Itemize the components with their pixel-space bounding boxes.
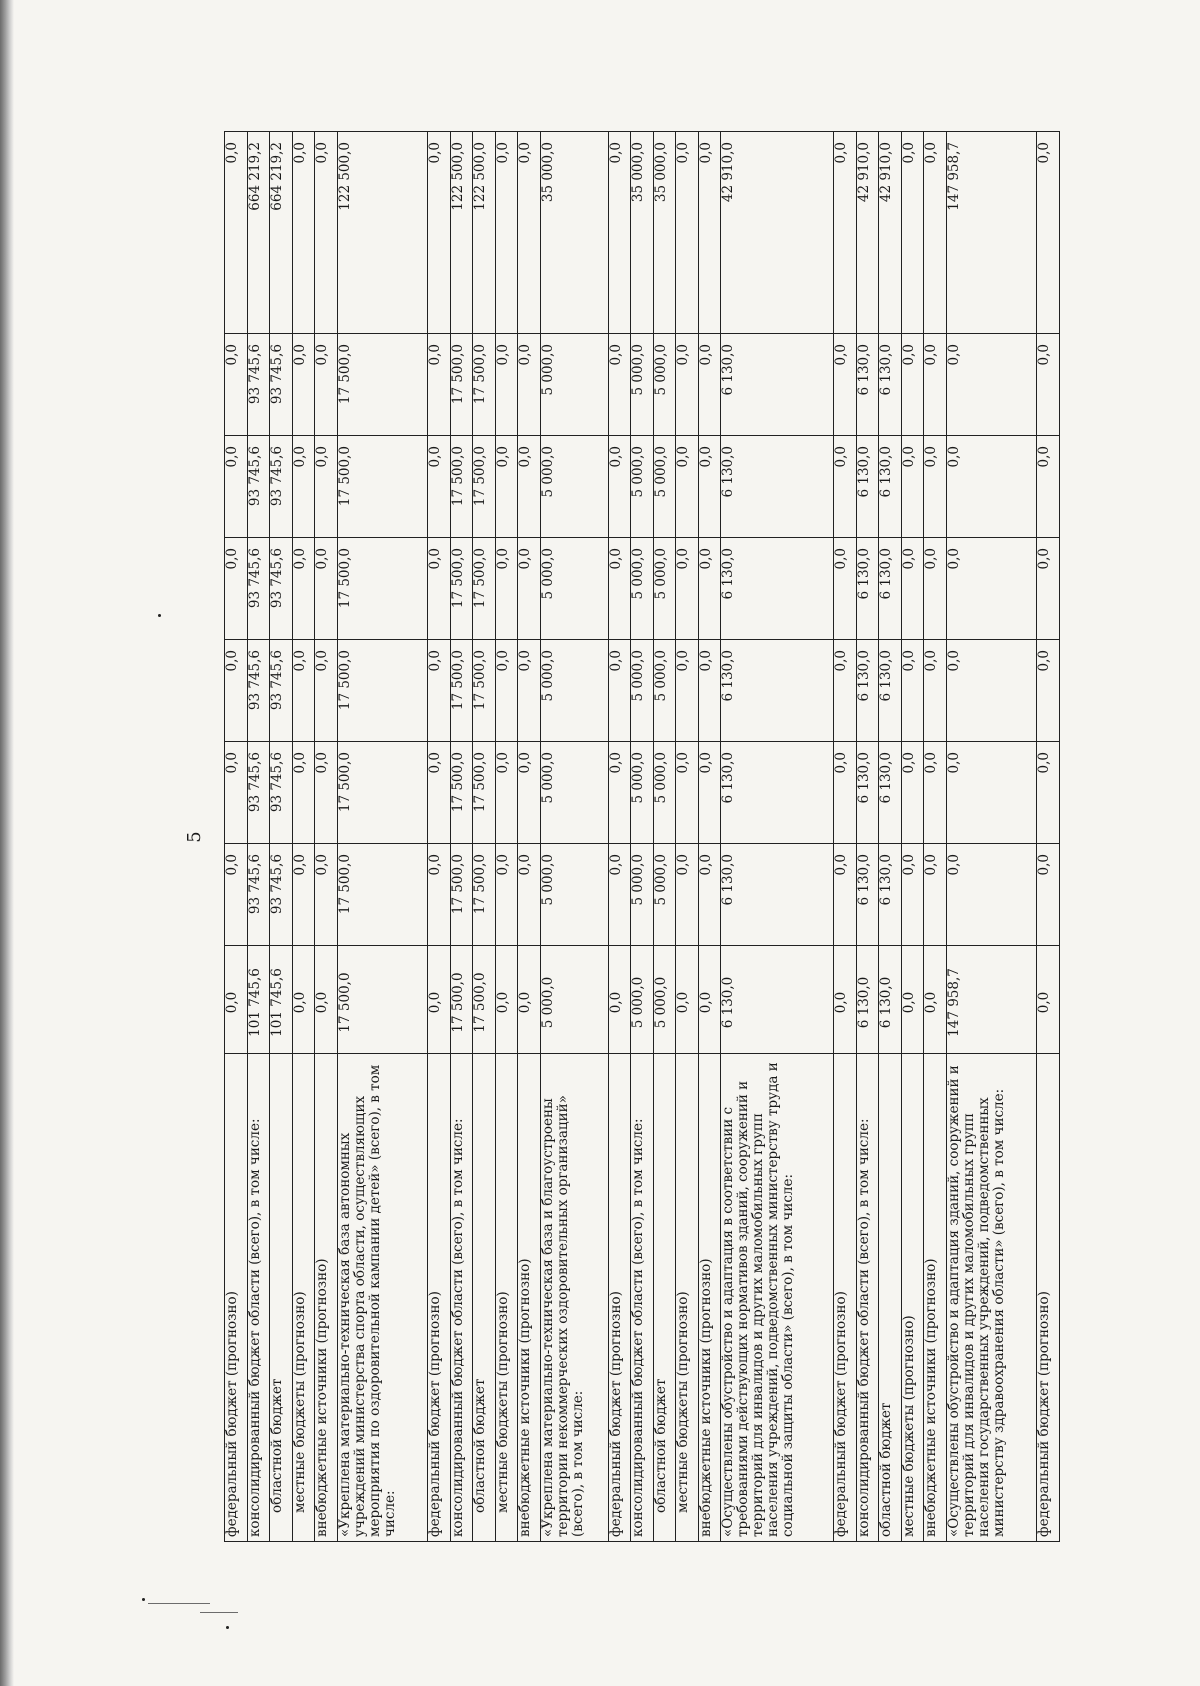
value-cell: 5 000,0 <box>653 946 676 1054</box>
row-label: федеральный бюджет (прогнозно) <box>834 1054 857 1542</box>
value-cell: 0,0 <box>428 742 451 844</box>
value-cell: 101 745,6 <box>270 946 293 1054</box>
value-cell: 5 000,0 <box>631 640 654 742</box>
value-cell: 0,0 <box>428 132 451 334</box>
value-cell: 17 500,0 <box>473 640 496 742</box>
value-cell: 0,0 <box>428 334 451 436</box>
value-cell: 0,0 <box>901 436 924 538</box>
value-cell: 5 000,0 <box>631 742 654 844</box>
value-cell: 0,0 <box>225 538 248 640</box>
value-cell: 0,0 <box>947 640 1037 742</box>
value-cell: 6 130,0 <box>879 334 902 436</box>
value-cell: 6 130,0 <box>721 742 834 844</box>
row-label: местные бюджеты (прогнозно) <box>901 1054 924 1542</box>
value-cell: 0,0 <box>698 844 721 946</box>
value-cell: 0,0 <box>698 538 721 640</box>
value-cell: 0,0 <box>495 946 518 1054</box>
value-cell: 17 500,0 <box>473 538 496 640</box>
value-cell: 0,0 <box>518 334 541 436</box>
value-cell: 664 219,2 <box>247 132 270 334</box>
row-label: «Укреплена материально-техническая база автономных учреждений министерства спорта области, осуществляющих мероприятия по оздоровительной кампании детей» (всего), в том числе: <box>337 1054 427 1542</box>
value-cell: 6 130,0 <box>856 946 879 1054</box>
value-cell: 122 500,0 <box>450 132 473 334</box>
value-cell: 5 000,0 <box>540 538 608 640</box>
table-row <box>676 132 699 1542</box>
value-cell: 6 130,0 <box>856 640 879 742</box>
value-cell: 35 000,0 <box>631 132 654 334</box>
row-label: областной бюджет <box>653 1054 676 1542</box>
value-cell: 0,0 <box>1037 334 1060 436</box>
value-cell: 5 000,0 <box>653 334 676 436</box>
value-cell: 5 000,0 <box>653 742 676 844</box>
value-cell: 0,0 <box>292 538 315 640</box>
value-cell: 0,0 <box>315 844 338 946</box>
value-cell: 93 745,6 <box>247 640 270 742</box>
row-label: федеральный бюджет (прогнозно) <box>1037 1054 1060 1542</box>
value-cell: 6 130,0 <box>721 946 834 1054</box>
value-cell: 0,0 <box>676 742 699 844</box>
value-cell: 0,0 <box>608 742 631 844</box>
value-cell: 17 500,0 <box>473 334 496 436</box>
table-row <box>225 132 248 1542</box>
value-cell: 0,0 <box>225 436 248 538</box>
value-cell: 0,0 <box>924 742 947 844</box>
row-label: местные бюджеты (прогнозно) <box>676 1054 699 1542</box>
value-cell: 17 500,0 <box>337 946 427 1054</box>
value-cell: 0,0 <box>495 640 518 742</box>
value-cell: 6 130,0 <box>879 844 902 946</box>
value-cell: 147 958,7 <box>947 946 1037 1054</box>
table-row <box>428 132 451 1542</box>
value-cell: 0,0 <box>315 742 338 844</box>
row-label: «Осуществлены обустройство и адаптация зданий, сооружений и территорий для инвалидов и других маломобильных групп населения государственных учреждений, подведомственных министерству здравоохранения области» (всего), в том числе: <box>947 1054 1037 1542</box>
value-cell: 17 500,0 <box>337 538 427 640</box>
value-cell: 42 910,0 <box>856 132 879 334</box>
table-row <box>631 132 654 1542</box>
table-row <box>901 132 924 1542</box>
value-cell: 0,0 <box>315 946 338 1054</box>
row-label: федеральный бюджет (прогнозно) <box>428 1054 451 1542</box>
table-row <box>698 132 721 1542</box>
value-cell: 6 130,0 <box>856 436 879 538</box>
value-cell: 0,0 <box>924 844 947 946</box>
value-cell: 0,0 <box>1037 946 1060 1054</box>
value-cell: 6 130,0 <box>879 742 902 844</box>
value-cell: 0,0 <box>1037 538 1060 640</box>
value-cell: 0,0 <box>698 640 721 742</box>
value-cell: 122 500,0 <box>337 132 427 334</box>
value-cell: 101 745,6 <box>247 946 270 1054</box>
value-cell: 0,0 <box>698 334 721 436</box>
value-cell: 0,0 <box>676 640 699 742</box>
value-cell: 0,0 <box>834 946 857 1054</box>
value-cell: 0,0 <box>834 640 857 742</box>
value-cell: 0,0 <box>292 132 315 334</box>
value-cell: 17 500,0 <box>450 334 473 436</box>
value-cell: 93 745,6 <box>270 334 293 436</box>
table-row <box>947 132 1037 1542</box>
value-cell: 0,0 <box>676 946 699 1054</box>
value-cell: 0,0 <box>901 640 924 742</box>
value-cell: 0,0 <box>428 640 451 742</box>
value-cell: 0,0 <box>676 334 699 436</box>
value-cell: 17 500,0 <box>450 742 473 844</box>
value-cell: 0,0 <box>495 844 518 946</box>
value-cell: 35 000,0 <box>540 132 608 334</box>
value-cell: 0,0 <box>834 844 857 946</box>
value-cell: 0,0 <box>1037 640 1060 742</box>
value-cell: 5 000,0 <box>653 844 676 946</box>
value-cell: 93 745,6 <box>247 436 270 538</box>
scan-speck <box>158 614 161 617</box>
value-cell: 0,0 <box>698 946 721 1054</box>
value-cell: 0,0 <box>924 538 947 640</box>
value-cell: 93 745,6 <box>247 538 270 640</box>
table-row <box>879 132 902 1542</box>
value-cell: 0,0 <box>1037 844 1060 946</box>
value-cell: 0,0 <box>901 742 924 844</box>
value-cell: 17 500,0 <box>473 742 496 844</box>
value-cell: 0,0 <box>292 334 315 436</box>
value-cell: 0,0 <box>901 334 924 436</box>
table-row <box>495 132 518 1542</box>
value-cell: 17 500,0 <box>337 844 427 946</box>
value-cell: 5 000,0 <box>540 844 608 946</box>
scan-speck <box>226 1626 229 1629</box>
value-cell: 0,0 <box>225 946 248 1054</box>
value-cell: 6 130,0 <box>721 436 834 538</box>
value-cell: 0,0 <box>225 844 248 946</box>
table-row <box>337 132 427 1542</box>
value-cell: 0,0 <box>292 640 315 742</box>
value-cell: 17 500,0 <box>450 946 473 1054</box>
value-cell: 0,0 <box>834 334 857 436</box>
value-cell: 17 500,0 <box>337 640 427 742</box>
value-cell: 0,0 <box>676 132 699 334</box>
value-cell: 6 130,0 <box>879 538 902 640</box>
value-cell: 0,0 <box>947 742 1037 844</box>
value-cell: 0,0 <box>1037 132 1060 334</box>
value-cell: 0,0 <box>947 538 1037 640</box>
value-cell: 0,0 <box>901 132 924 334</box>
value-cell: 5 000,0 <box>653 538 676 640</box>
scan-edge-shadow <box>0 0 14 1686</box>
value-cell: 93 745,6 <box>247 334 270 436</box>
value-cell: 0,0 <box>834 132 857 334</box>
value-cell: 0,0 <box>495 436 518 538</box>
value-cell: 5 000,0 <box>540 946 608 1054</box>
value-cell: 5 000,0 <box>540 334 608 436</box>
value-cell: 5 000,0 <box>653 640 676 742</box>
budget-table-body <box>225 132 1060 1542</box>
value-cell: 0,0 <box>292 742 315 844</box>
rotated-page <box>184 132 1060 1542</box>
table-row <box>856 132 879 1542</box>
value-cell: 17 500,0 <box>450 538 473 640</box>
value-cell: 0,0 <box>901 538 924 640</box>
value-cell: 6 130,0 <box>879 436 902 538</box>
value-cell: 0,0 <box>518 640 541 742</box>
value-cell: 0,0 <box>315 538 338 640</box>
row-label: областной бюджет <box>879 1054 902 1542</box>
value-cell: 0,0 <box>698 742 721 844</box>
row-label: консолидированный бюджет области (всего), в том числе: <box>856 1054 879 1542</box>
value-cell: 0,0 <box>292 946 315 1054</box>
value-cell: 35 000,0 <box>653 132 676 334</box>
value-cell: 0,0 <box>518 132 541 334</box>
value-cell: 6 130,0 <box>856 742 879 844</box>
table-row <box>924 132 947 1542</box>
value-cell: 0,0 <box>698 132 721 334</box>
table-row <box>518 132 541 1542</box>
value-cell: 0,0 <box>225 640 248 742</box>
value-cell: 6 130,0 <box>721 334 834 436</box>
value-cell: 0,0 <box>518 844 541 946</box>
value-cell: 0,0 <box>518 742 541 844</box>
value-cell: 0,0 <box>947 436 1037 538</box>
value-cell: 147 958,7 <box>947 132 1037 334</box>
table-row <box>1037 132 1060 1542</box>
value-cell: 17 500,0 <box>337 436 427 538</box>
table-row <box>247 132 270 1542</box>
value-cell: 0,0 <box>518 946 541 1054</box>
value-cell: 5 000,0 <box>631 538 654 640</box>
value-cell: 17 500,0 <box>473 946 496 1054</box>
margin-mark <box>200 1612 238 1613</box>
value-cell: 0,0 <box>292 844 315 946</box>
value-cell: 6 130,0 <box>856 538 879 640</box>
value-cell: 6 130,0 <box>721 844 834 946</box>
budget-table <box>224 131 1060 1542</box>
value-cell: 0,0 <box>428 538 451 640</box>
value-cell: 0,0 <box>608 844 631 946</box>
value-cell: 0,0 <box>428 436 451 538</box>
row-label: консолидированный бюджет области (всего), в том числе: <box>631 1054 654 1542</box>
table-row <box>270 132 293 1542</box>
scan-speck <box>142 1598 145 1601</box>
value-cell: 0,0 <box>924 132 947 334</box>
table-row <box>450 132 473 1542</box>
value-cell: 6 130,0 <box>879 640 902 742</box>
value-cell: 0,0 <box>947 844 1037 946</box>
value-cell: 664 219,2 <box>270 132 293 334</box>
value-cell: 122 500,0 <box>473 132 496 334</box>
value-cell: 0,0 <box>676 844 699 946</box>
table-row <box>653 132 676 1542</box>
value-cell: 42 910,0 <box>721 132 834 334</box>
value-cell: 17 500,0 <box>473 844 496 946</box>
value-cell: 0,0 <box>1037 742 1060 844</box>
value-cell: 5 000,0 <box>540 742 608 844</box>
row-label: «Укреплена материально-техническая база и благоустроены территории некоммерческих оздоровительных организаций» (всего), в том числе: <box>540 1054 608 1542</box>
value-cell: 17 500,0 <box>450 640 473 742</box>
table-row <box>540 132 608 1542</box>
table-row <box>721 132 834 1542</box>
value-cell: 17 500,0 <box>337 742 427 844</box>
value-cell: 0,0 <box>608 640 631 742</box>
value-cell: 0,0 <box>924 640 947 742</box>
value-cell: 93 745,6 <box>247 742 270 844</box>
row-label: областной бюджет <box>270 1054 293 1542</box>
value-cell: 0,0 <box>608 538 631 640</box>
table-row <box>315 132 338 1542</box>
value-cell: 0,0 <box>428 844 451 946</box>
value-cell: 0,0 <box>924 334 947 436</box>
value-cell: 0,0 <box>518 538 541 640</box>
value-cell: 17 500,0 <box>450 844 473 946</box>
row-label: федеральный бюджет (прогнозно) <box>608 1054 631 1542</box>
value-cell: 17 500,0 <box>473 436 496 538</box>
value-cell: 5 000,0 <box>631 946 654 1054</box>
value-cell: 0,0 <box>495 132 518 334</box>
value-cell: 0,0 <box>428 946 451 1054</box>
row-label: местные бюджеты (прогнозно) <box>292 1054 315 1542</box>
value-cell: 42 910,0 <box>879 132 902 334</box>
value-cell: 0,0 <box>834 742 857 844</box>
value-cell: 0,0 <box>947 334 1037 436</box>
value-cell: 0,0 <box>608 132 631 334</box>
value-cell: 0,0 <box>225 742 248 844</box>
value-cell: 6 130,0 <box>856 334 879 436</box>
table-row <box>473 132 496 1542</box>
value-cell: 5 000,0 <box>631 436 654 538</box>
value-cell: 17 500,0 <box>337 334 427 436</box>
value-cell: 0,0 <box>518 436 541 538</box>
value-cell: 5 000,0 <box>653 436 676 538</box>
value-cell: 6 130,0 <box>856 844 879 946</box>
value-cell: 6 130,0 <box>721 640 834 742</box>
value-cell: 0,0 <box>495 538 518 640</box>
table-row <box>292 132 315 1542</box>
value-cell: 0,0 <box>495 334 518 436</box>
row-label: внебюджетные источники (прогнозно) <box>698 1054 721 1542</box>
value-cell: 5 000,0 <box>631 334 654 436</box>
row-label: внебюджетные источники (прогнозно) <box>518 1054 541 1542</box>
value-cell: 0,0 <box>315 436 338 538</box>
value-cell: 0,0 <box>698 436 721 538</box>
value-cell: 93 745,6 <box>247 844 270 946</box>
value-cell: 0,0 <box>924 946 947 1054</box>
value-cell: 0,0 <box>292 436 315 538</box>
value-cell: 0,0 <box>315 334 338 436</box>
value-cell: 0,0 <box>901 946 924 1054</box>
value-cell: 5 000,0 <box>631 844 654 946</box>
value-cell: 0,0 <box>924 436 947 538</box>
value-cell: 0,0 <box>834 436 857 538</box>
row-label: внебюджетные источники (прогнозно) <box>315 1054 338 1542</box>
page-number: 5 <box>184 831 205 843</box>
value-cell: 0,0 <box>901 844 924 946</box>
row-label: консолидированный бюджет области (всего), в том числе: <box>247 1054 270 1542</box>
value-cell: 0,0 <box>1037 436 1060 538</box>
row-label: внебюджетные источники (прогнозно) <box>924 1054 947 1542</box>
value-cell: 93 745,6 <box>270 844 293 946</box>
row-label: областной бюджет <box>473 1054 496 1542</box>
value-cell: 17 500,0 <box>450 436 473 538</box>
value-cell: 5 000,0 <box>540 436 608 538</box>
value-cell: 0,0 <box>315 132 338 334</box>
row-label: консолидированный бюджет области (всего), в том числе: <box>450 1054 473 1542</box>
row-label: местные бюджеты (прогнозно) <box>495 1054 518 1542</box>
row-label: федеральный бюджет (прогнозно) <box>225 1054 248 1542</box>
value-cell: 0,0 <box>676 436 699 538</box>
row-label: «Осуществлены обустройство и адаптация в соответствии с требованиями действующих нормативов зданий, сооружений и территорий для инвалидов и других маломобильных групп населения учреждений, подведомственных министерству труда и социальной защиты области» (всего), в том числе: <box>721 1054 834 1542</box>
value-cell: 0,0 <box>495 742 518 844</box>
table-row <box>608 132 631 1542</box>
value-cell: 0,0 <box>225 132 248 334</box>
value-cell: 93 745,6 <box>270 436 293 538</box>
value-cell: 93 745,6 <box>270 538 293 640</box>
table-row <box>834 132 857 1542</box>
value-cell: 0,0 <box>834 538 857 640</box>
value-cell: 5 000,0 <box>540 640 608 742</box>
value-cell: 0,0 <box>608 334 631 436</box>
margin-mark <box>148 1603 210 1604</box>
value-cell: 93 745,6 <box>270 640 293 742</box>
value-cell: 0,0 <box>225 334 248 436</box>
value-cell: 6 130,0 <box>721 538 834 640</box>
value-cell: 0,0 <box>676 538 699 640</box>
value-cell: 0,0 <box>608 946 631 1054</box>
value-cell: 93 745,6 <box>270 742 293 844</box>
value-cell: 6 130,0 <box>879 946 902 1054</box>
value-cell: 0,0 <box>608 436 631 538</box>
value-cell: 0,0 <box>315 640 338 742</box>
